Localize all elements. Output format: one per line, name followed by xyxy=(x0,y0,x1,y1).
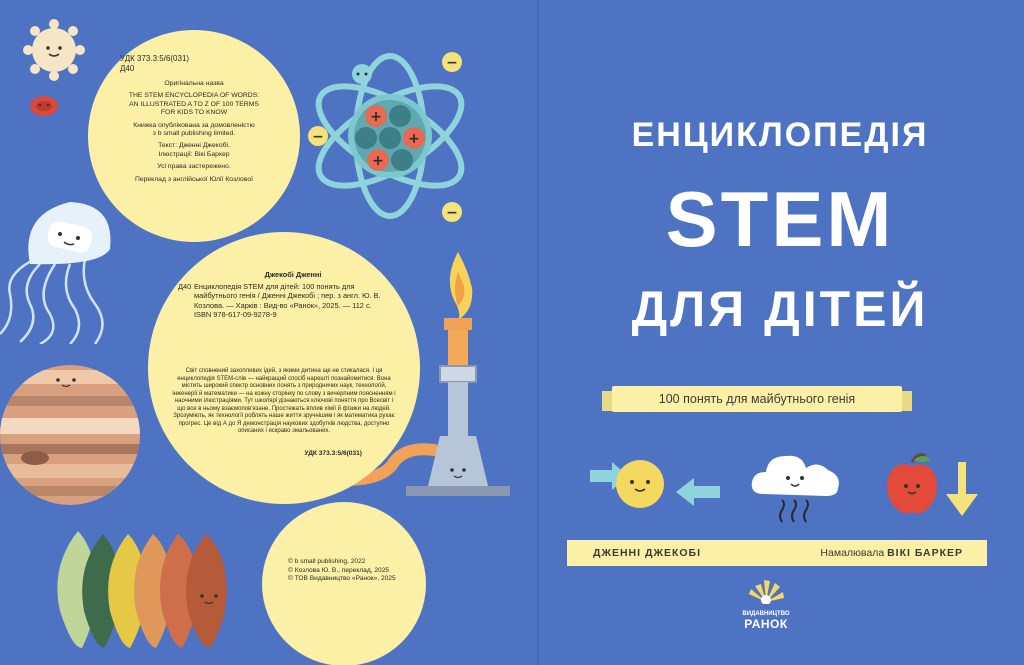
cover-title-line1: ЕНЦИКЛОПЕДІЯ xyxy=(631,116,929,154)
copyright-circle xyxy=(262,502,426,665)
credits-banner xyxy=(567,540,987,566)
publisher-logo xyxy=(736,580,796,631)
spine xyxy=(537,0,539,665)
subtitle-banner: 100 понять для майбутнього генія xyxy=(612,386,902,412)
blood-cell-illustration xyxy=(28,94,60,118)
catalog-isbn: ISBN 978-617-09-9278-9 xyxy=(194,310,277,320)
cover-author: ДЖЕННІ ДЖЕКОБІ xyxy=(593,547,701,559)
copyright-line: © b small publishing, 2022 xyxy=(288,558,366,565)
publisher-small-text: ВИДАВНИЦТВО xyxy=(742,611,790,617)
illus-credit: Ілюстрації: Вікі Баркер xyxy=(158,150,230,158)
svg-text:−: − xyxy=(312,129,324,145)
svg-text:−: − xyxy=(446,55,458,71)
publisher-name: РАНОК xyxy=(744,617,788,631)
copyright-line: © Козлова Ю. В., переклад, 2025 xyxy=(288,566,390,574)
imprint-udk: УДК 373.3:5/6(031) xyxy=(120,54,190,63)
cover-illustrator-block xyxy=(820,540,963,566)
cloud-illustration xyxy=(748,448,844,524)
copyright-line: © ТОВ Видавництво «Ранок», 2025 xyxy=(288,575,396,583)
text-credit: Текст: Дженні Джекобі. xyxy=(158,142,230,150)
illustrator-prefix: Намалювала xyxy=(820,547,885,559)
agreement: Книжка опублікована за домовленістю з b small publishing limited. xyxy=(133,121,255,138)
cover-title-line2: STEM xyxy=(665,175,895,263)
translation-credit: Переклад з англійської Юлії Козлової xyxy=(134,175,254,183)
orig-title: THE STEM ENCYCLOPEDIA OF WORDS: AN ILLUSTRATED A TO Z OF 100 TERMS FOR KIDS TO KNOW xyxy=(128,92,260,117)
svg-text:+: + xyxy=(372,153,384,169)
svg-text:−: − xyxy=(446,205,458,221)
cover-illustrator: ВІКІ БАРКЕР xyxy=(887,547,963,559)
atom-illustration xyxy=(302,44,478,224)
copyright-block xyxy=(288,558,408,584)
catalog-annotation: Світ сповнений захопливих ідей, з якими дитина ще не стикалася. І ця енциклопедія STEM-слів — найкращий спосіб нарешті познайомитися. Вона містить широкий спектр основних понять з природничих наук, технологій, інженерії й математики — на кожну сторінку по слову з вичерпним поясненням і наочними ілюстраціями. Тут школярі дізнаються ключові поняття про Всесвіт і що все в ньому взаємопов'язане. Простежать вплив хімії й фізики на людей. Зрозуміють, як технології роблять наше життя зручнішим і як математика рухає прогрес. Це від А до Я демонстрація наукових здобутків людства, доступно описаних і яскраво змальованих. xyxy=(172,368,396,434)
catalog-circle xyxy=(148,232,420,504)
planet-illustration xyxy=(0,360,150,510)
apple-illustration xyxy=(884,452,984,522)
imprint-original-block xyxy=(88,80,300,188)
svg-text:+: + xyxy=(408,131,420,147)
catalog-card xyxy=(178,270,392,320)
sun-illustration xyxy=(22,18,86,82)
catalog-description: Енциклопедія STEM для дітей: 100 понять для майбутнього генія / Дженні Джекобі ; пер. з англ. Ю. В. Козлова. — Харків : Вид-во «Ранок», 2025. — 112 с. xyxy=(194,281,381,310)
jellyfish-illustration xyxy=(0,194,130,344)
imprint-udk-block xyxy=(120,54,189,74)
imprint-d40: Д40 xyxy=(120,64,135,73)
sun-arrows-illustration xyxy=(588,452,722,518)
orig-label: Оригінальна назва xyxy=(164,80,224,87)
cover-title-line3: ДЛЯ ДІТЕЙ xyxy=(631,281,929,337)
catalog-code: Д40 xyxy=(178,281,192,291)
imprint-circle xyxy=(88,30,300,242)
leaves-illustration xyxy=(48,526,248,651)
catalog-author: Джекобі Дженні xyxy=(264,270,322,279)
credits xyxy=(88,142,300,159)
publisher-sun-icon xyxy=(747,580,785,604)
svg-text:+: + xyxy=(370,109,382,125)
rights: Усі права застережено. xyxy=(157,163,231,171)
catalog-udk: УДК 373.3:5/6(031) xyxy=(304,450,362,457)
